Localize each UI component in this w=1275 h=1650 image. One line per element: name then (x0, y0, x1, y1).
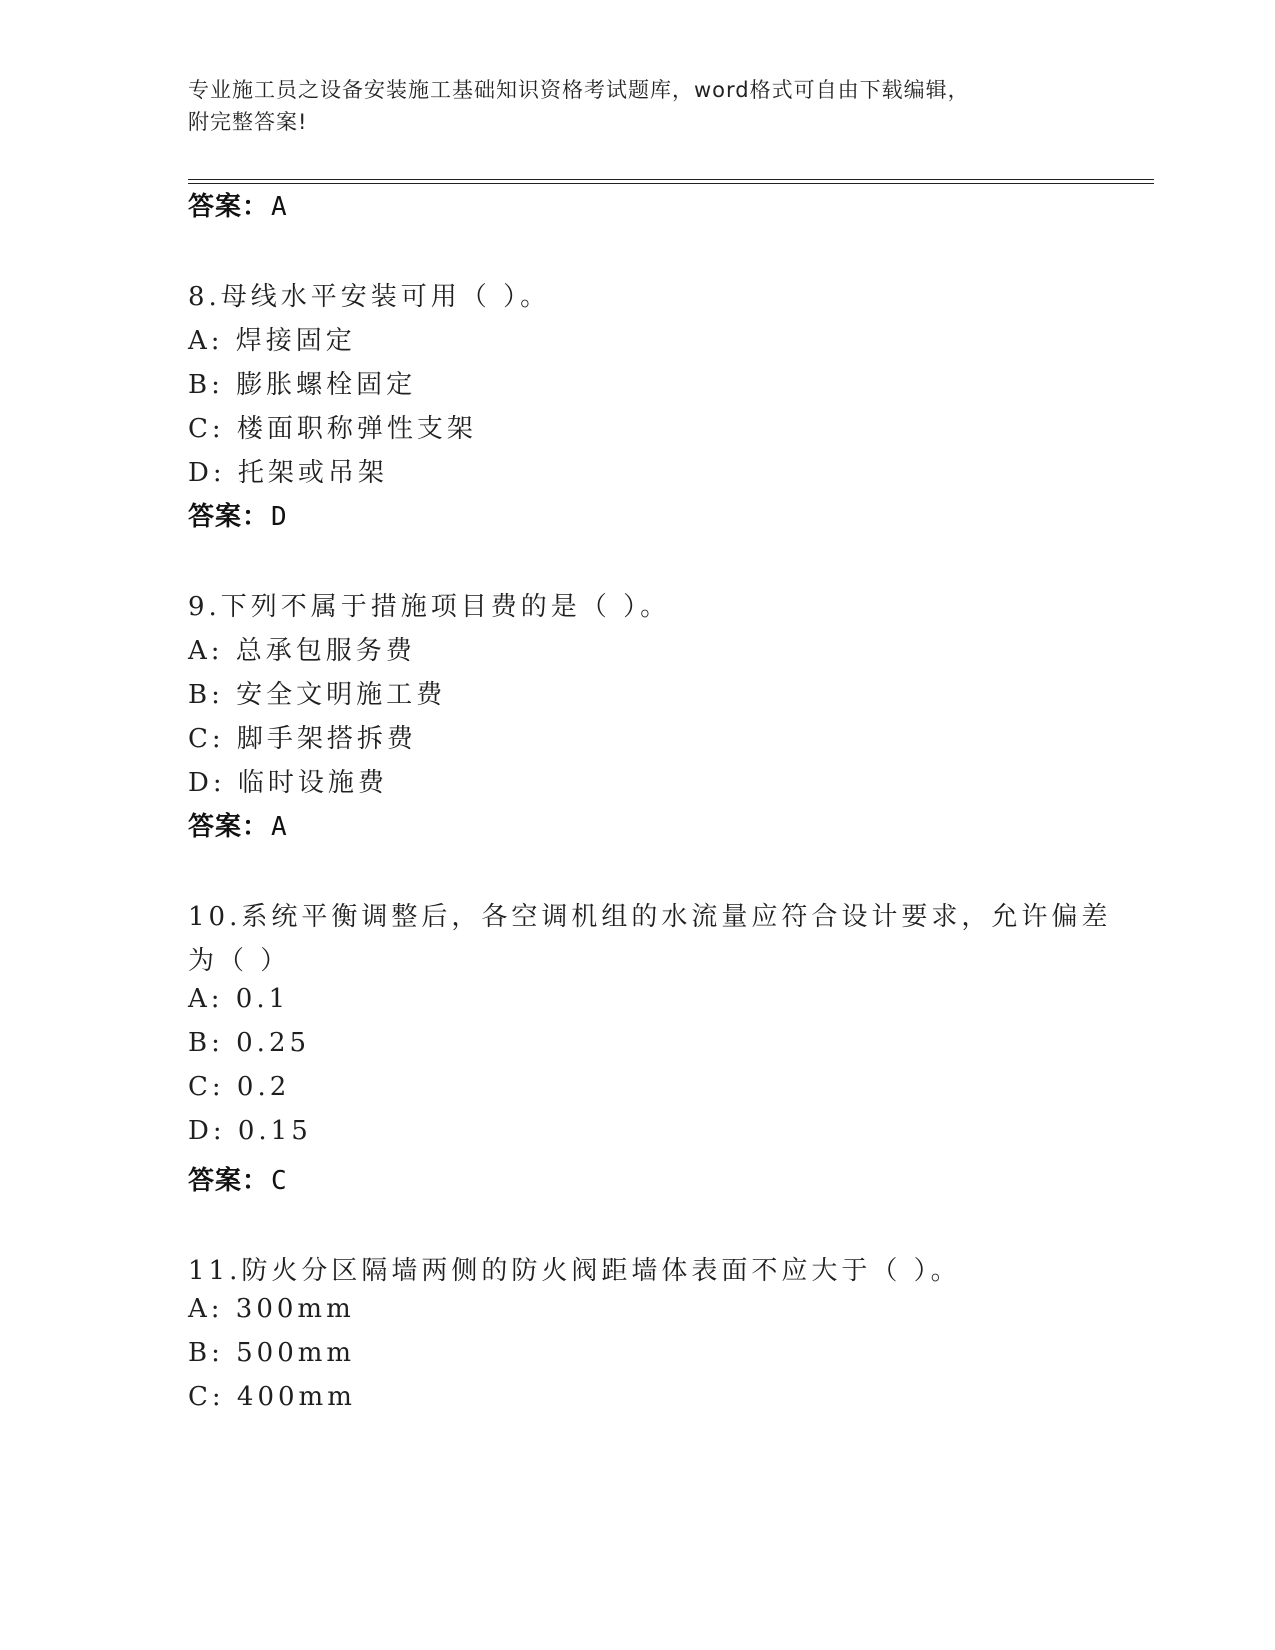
option-c: C: 400mm (188, 1382, 356, 1412)
answer-label: 答案： (188, 812, 270, 842)
question-stem: 8.母线水平安装可用（ ）。 (188, 282, 551, 312)
option-b: B: 0.25 (188, 1028, 311, 1058)
answer-value: A (271, 192, 288, 222)
header-divider-bottom (188, 183, 1154, 184)
option-c: C: 脚手架搭拆费 (188, 724, 417, 754)
answer-line (188, 1160, 288, 1197)
option-c: C: 0.2 (188, 1072, 291, 1102)
question-stem-continued: 为（ ） (188, 946, 291, 976)
question-stem: 10.系统平衡调整后，各空调机组的水流量应符合设计要求，允许偏差 (188, 902, 1112, 932)
option-b: B: 膨胀螺栓固定 (188, 370, 417, 400)
option-c: C: 楼面职称弹性支架 (188, 414, 477, 444)
answer-line (188, 186, 288, 223)
answer-line (188, 806, 288, 843)
option-a: A: 300mm (188, 1294, 355, 1324)
option-b: B: 500mm (188, 1338, 356, 1368)
option-a: A: 总承包服务费 (188, 636, 416, 666)
header-line-2: 附完整答案! (188, 110, 308, 134)
answer-label: 答案： (188, 1166, 270, 1196)
option-a: A: 0.1 (188, 984, 290, 1014)
answer-label: 答案： (188, 192, 270, 222)
option-d: D: 托架或吊架 (188, 458, 388, 488)
option-a: A: 焊接固定 (188, 326, 356, 356)
header-line-1: 专业施工员之设备安装施工基础知识资格考试题库，word格式可自由下载编辑， (188, 78, 970, 102)
answer-value: D (271, 502, 288, 532)
option-b: B: 安全文明施工费 (188, 680, 447, 710)
option-d: D: 临时设施费 (188, 768, 388, 798)
answer-value: C (271, 1166, 288, 1196)
answer-label: 答案： (188, 502, 270, 532)
option-d: D: 0.15 (188, 1116, 312, 1146)
answer-value: A (271, 812, 288, 842)
question-stem: 11.防火分区隔墙两侧的防火阀距墙体表面不应大于（ ）。 (188, 1256, 961, 1286)
header-divider-top (188, 179, 1154, 180)
document-header (188, 74, 1088, 138)
question-stem: 9.下列不属于措施项目费的是（ ）。 (188, 592, 671, 622)
answer-line (188, 496, 288, 533)
